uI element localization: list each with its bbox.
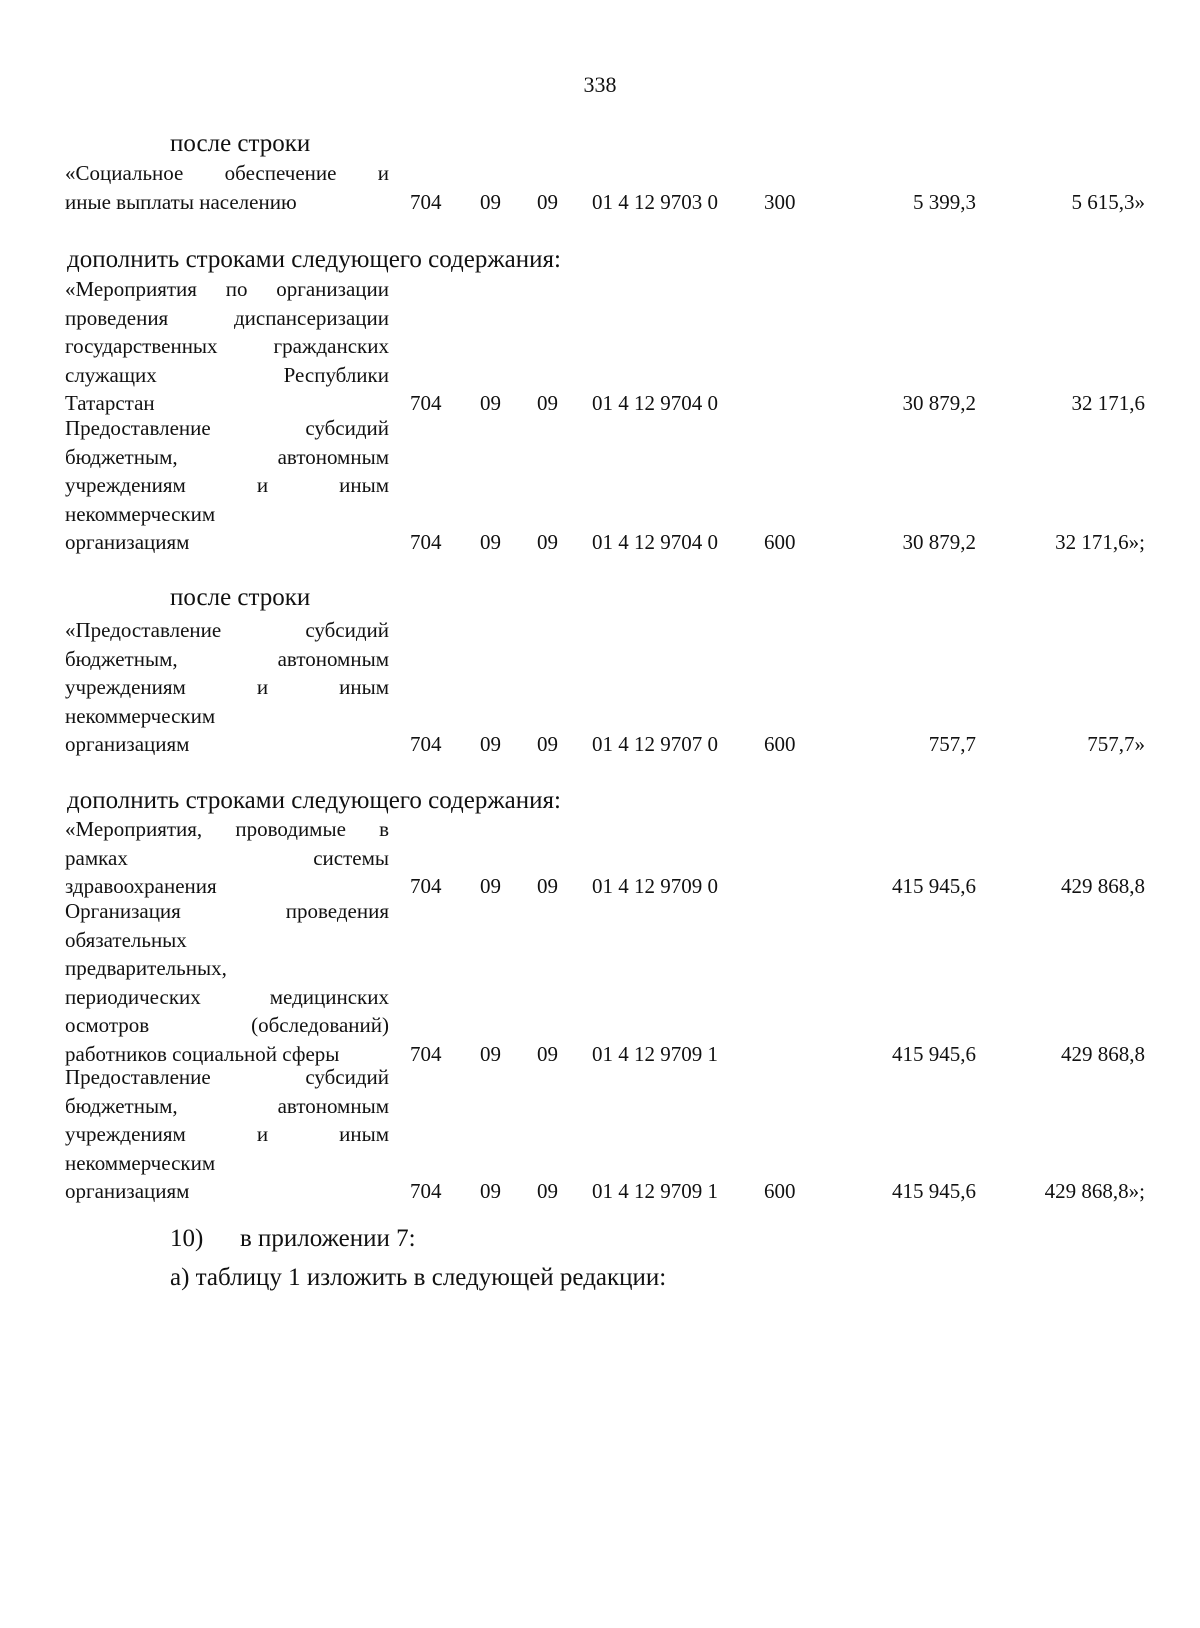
row-name-line: проведения диспансеризации [65, 305, 389, 330]
row-name-line: иные выплаты населению [65, 189, 297, 214]
row-name-line: «Мероприятия по организации [65, 277, 389, 301]
heading-add-rows: дополнить строками следующего содержания: [67, 246, 561, 273]
subsection-code-cell: 09 [537, 391, 558, 415]
sum-year-2-cell: 429 868,8»; [1044, 1179, 1145, 1203]
sum-year-1-cell: 30 879,2 [902, 391, 976, 415]
table-row [0, 616, 1200, 759]
sum-year-1-cell: 30 879,2 [902, 530, 976, 554]
target-article-cell: 01 4 12 9704 0 [592, 530, 718, 554]
row-name-line: бюджетным, автономным [65, 444, 389, 469]
sum-year-1-cell: 415 945,6 [892, 1041, 976, 1066]
row-name-line: Предоставление субсидий [65, 1065, 389, 1089]
sum-year-2-cell: 429 868,8 [1061, 1041, 1145, 1066]
row-name [65, 616, 389, 759]
row-name-line: учреждениям и иным [65, 1122, 389, 1146]
sum-year-2-cell: 32 171,6 [1071, 391, 1145, 415]
row-name-line: «Социальное обеспечение и [65, 161, 389, 185]
row-name-line: организациям [65, 732, 190, 756]
list-item-number: 10) [170, 1225, 204, 1252]
target-article-cell: 01 4 12 9703 0 [592, 189, 718, 214]
row-name-line: Татарстан [65, 391, 155, 415]
ministry-code-cell: 704 [410, 1041, 442, 1066]
subsection-code-cell: 09 [537, 1041, 558, 1066]
row-name-line: некоммерческим [65, 1150, 216, 1175]
sub-item-text: а) таблицу 1 изложить в следующей редакции: [170, 1264, 667, 1291]
sum-year-1-cell: 415 945,6 [892, 1179, 976, 1203]
row-name [65, 897, 389, 1068]
row-name-line: осмотров (обследований) [65, 1013, 389, 1037]
subsection-code-cell: 09 [537, 874, 558, 898]
page-number: 338 [583, 72, 617, 97]
subsection-code-cell: 09 [537, 732, 558, 756]
row-name-line: здравоохранения [65, 874, 217, 898]
subsection-code-cell: 09 [537, 530, 558, 554]
row-name-line: Организация проведения [65, 899, 389, 923]
row-name-line: работников социальной сферы [65, 1041, 340, 1066]
row-name-line: «Предоставление субсидий [65, 618, 389, 642]
row-name-line: периодических медицинских [65, 984, 389, 1009]
target-article-cell: 01 4 12 9709 1 [592, 1179, 718, 1203]
ministry-code-cell: 704 [410, 1179, 442, 1203]
sum-year-2-cell: 757,7» [1087, 732, 1145, 756]
row-name-line: рамках системы [65, 845, 389, 870]
list-item-text: в приложении 7: [240, 1225, 416, 1252]
row-name [65, 1063, 389, 1206]
subsection-code-cell: 09 [537, 189, 558, 214]
row-name-line: «Мероприятия, проводимые в [65, 817, 389, 841]
sum-year-2-cell: 5 615,3» [1071, 189, 1145, 214]
row-name [65, 815, 389, 901]
row-name-line: организациям [65, 530, 190, 554]
expense-type-cell: 600 [764, 1179, 796, 1203]
sum-year-1-cell: 5 399,3 [913, 189, 976, 214]
heading-add-rows: дополнить строками следующего содержания: [67, 787, 561, 814]
table-row [0, 159, 1200, 216]
row-name-line: государственных гражданских [65, 334, 389, 358]
row-name [65, 275, 389, 418]
table-row [0, 275, 1200, 418]
ministry-code-cell: 704 [410, 189, 442, 214]
heading-after-row: после строки [170, 584, 311, 611]
table-row [0, 1063, 1200, 1206]
subsection-code-cell: 09 [537, 1179, 558, 1203]
target-article-cell: 01 4 12 9709 1 [592, 1041, 718, 1066]
expense-type-cell: 300 [764, 189, 796, 214]
sum-year-1-cell: 757,7 [928, 732, 976, 756]
ministry-code-cell: 704 [410, 874, 442, 898]
ministry-code-cell: 704 [410, 530, 442, 554]
table-row [0, 897, 1200, 1068]
row-name-line: организациям [65, 1179, 190, 1203]
section-code-cell: 09 [480, 732, 501, 756]
section-code-cell: 09 [480, 1179, 501, 1203]
row-name-line: служащих Республики [65, 362, 389, 387]
row-name-line: учреждениям и иным [65, 675, 389, 699]
section-code-cell: 09 [480, 189, 501, 214]
row-name-line: некоммерческим [65, 501, 216, 526]
row-name [65, 159, 389, 216]
section-code-cell: 09 [480, 874, 501, 898]
row-name-line: Предоставление субсидий [65, 416, 389, 440]
section-code-cell: 09 [480, 391, 501, 415]
target-article-cell: 01 4 12 9709 0 [592, 874, 718, 898]
section-code-cell: 09 [480, 530, 501, 554]
row-name-line: учреждениям и иным [65, 473, 389, 497]
ministry-code-cell: 704 [410, 391, 442, 415]
target-article-cell: 01 4 12 9704 0 [592, 391, 718, 415]
row-name-line: некоммерческим [65, 703, 216, 728]
expense-type-cell: 600 [764, 530, 796, 554]
row-name-line: предварительных, [65, 956, 227, 980]
heading-after-row: после строки [170, 130, 311, 157]
section-code-cell: 09 [480, 1041, 501, 1066]
row-name-line: бюджетным, автономным [65, 1093, 389, 1118]
sum-year-1-cell: 415 945,6 [892, 874, 976, 898]
table-row [0, 815, 1200, 901]
ministry-code-cell: 704 [410, 732, 442, 756]
sum-year-2-cell: 32 171,6»; [1055, 530, 1145, 554]
table-row [0, 414, 1200, 557]
sum-year-2-cell: 429 868,8 [1061, 874, 1145, 898]
row-name [65, 414, 389, 557]
row-name-line: бюджетным, автономным [65, 646, 389, 671]
target-article-cell: 01 4 12 9707 0 [592, 732, 718, 756]
expense-type-cell: 600 [764, 732, 796, 756]
row-name-line: обязательных [65, 927, 187, 952]
